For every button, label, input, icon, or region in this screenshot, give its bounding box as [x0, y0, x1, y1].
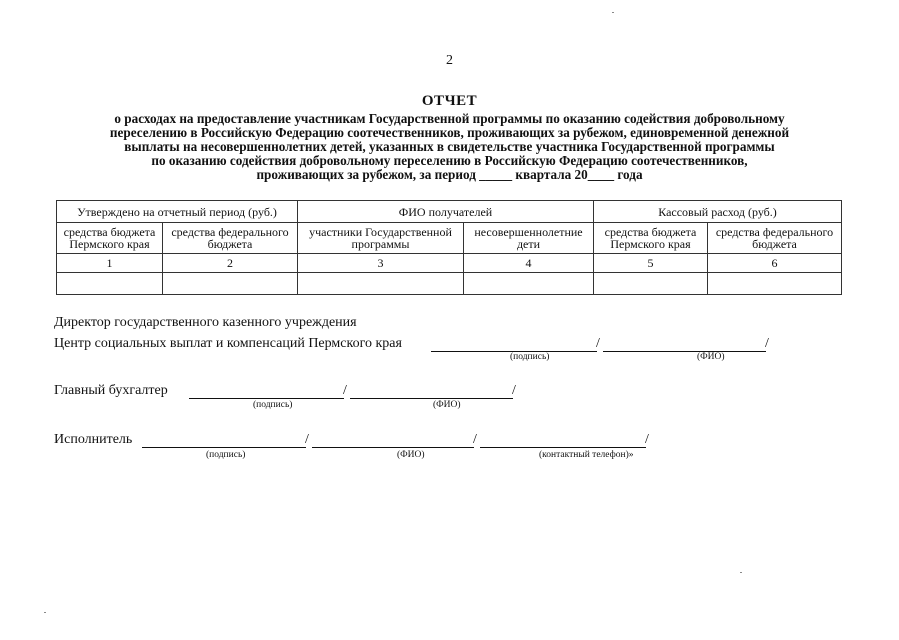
page-number: 2	[446, 53, 453, 68]
executor-slash-3: /	[645, 432, 649, 447]
director-slash-2: /	[765, 336, 769, 351]
table-cell	[594, 273, 708, 295]
report-table	[56, 200, 842, 295]
column-number-2: 2	[163, 254, 298, 273]
table-cell	[464, 273, 594, 295]
director-signature-caption: (подпись)	[510, 352, 550, 362]
executor-signature-caption: (подпись)	[206, 450, 246, 460]
column-header-3: участники Государственной программы	[298, 223, 464, 254]
table-number-row	[57, 254, 842, 273]
column-header-2: средства федерального бюджета	[163, 223, 298, 254]
group-header-recipients: ФИО получателей	[298, 201, 594, 223]
column-header-1: средства бюджета Пермского края	[57, 223, 163, 254]
executor-phone-caption: (контактный телефон)»	[539, 450, 634, 460]
executor-name-line	[312, 447, 474, 448]
table-cell	[708, 273, 842, 295]
subtitle-line-2: переселению в Российскую Федерацию соотечественников, проживающих за рубежом, единовременной денежной	[109, 125, 790, 140]
column-number-1: 1	[57, 254, 163, 273]
executor-slash-1: /	[305, 432, 309, 447]
chief-accountant-slash-2: /	[512, 383, 516, 398]
column-number-4: 4	[464, 254, 594, 273]
director-name-line	[603, 351, 766, 352]
executor-slash-2: /	[473, 432, 477, 447]
chief-accountant-name-caption: (ФИО)	[433, 400, 461, 410]
subtitle-line-5: проживающих за рубежом, за период _____ квартала 20____ года	[256, 167, 643, 182]
column-header-6: средства федерального бюджета	[708, 223, 842, 254]
subtitle-line-4: по оказанию содействия добровольному переселению в Российскую Федерацию соотечественников,	[151, 153, 748, 168]
executor-label: Исполнитель	[54, 432, 133, 447]
chief-accountant-signature-line	[189, 398, 344, 399]
scan-speck	[612, 12, 614, 13]
group-header-approved: Утверждено на отчетный период (руб.)	[57, 201, 298, 223]
table-cell	[298, 273, 464, 295]
report-subtitle	[48, 112, 851, 182]
director-slash-1: /	[596, 336, 600, 351]
group-header-cash-expense: Кассовый расход (руб.)	[594, 201, 842, 223]
subtitle-line-1: о расходах на предоставление участникам Государственной программы по оказанию содействия добровольному	[114, 111, 785, 126]
table-cell	[57, 273, 163, 295]
table-group-header-row	[57, 201, 842, 223]
chief-accountant-label: Главный бухгалтер	[54, 383, 168, 398]
table-empty-row	[57, 273, 842, 295]
column-header-4: несовершеннолетние дети	[464, 223, 594, 254]
director-title-line-1: Директор государственного казенного учреждения	[54, 315, 357, 330]
scan-speck	[44, 612, 46, 613]
column-number-3: 3	[298, 254, 464, 273]
table-cell	[163, 273, 298, 295]
column-number-6: 6	[708, 254, 842, 273]
scan-speck	[740, 572, 742, 573]
executor-name-caption: (ФИО)	[397, 450, 425, 460]
executor-signature-line	[142, 447, 306, 448]
column-number-5: 5	[594, 254, 708, 273]
chief-accountant-name-line	[350, 398, 513, 399]
subtitle-line-3: выплаты на несовершеннолетних детей, указанных в свидетельстве участника Государственной программы	[124, 139, 775, 154]
table-column-header-row	[57, 223, 842, 254]
chief-accountant-signature-caption: (подпись)	[253, 400, 293, 410]
executor-phone-line	[480, 447, 646, 448]
director-title-line-2: Центр социальных выплат и компенсаций Пермского края	[54, 336, 402, 351]
report-title: ОТЧЕТ	[421, 93, 478, 109]
column-header-5: средства бюджета Пермского края	[594, 223, 708, 254]
director-name-caption: (ФИО)	[697, 352, 725, 362]
chief-accountant-slash-1: /	[343, 383, 347, 398]
